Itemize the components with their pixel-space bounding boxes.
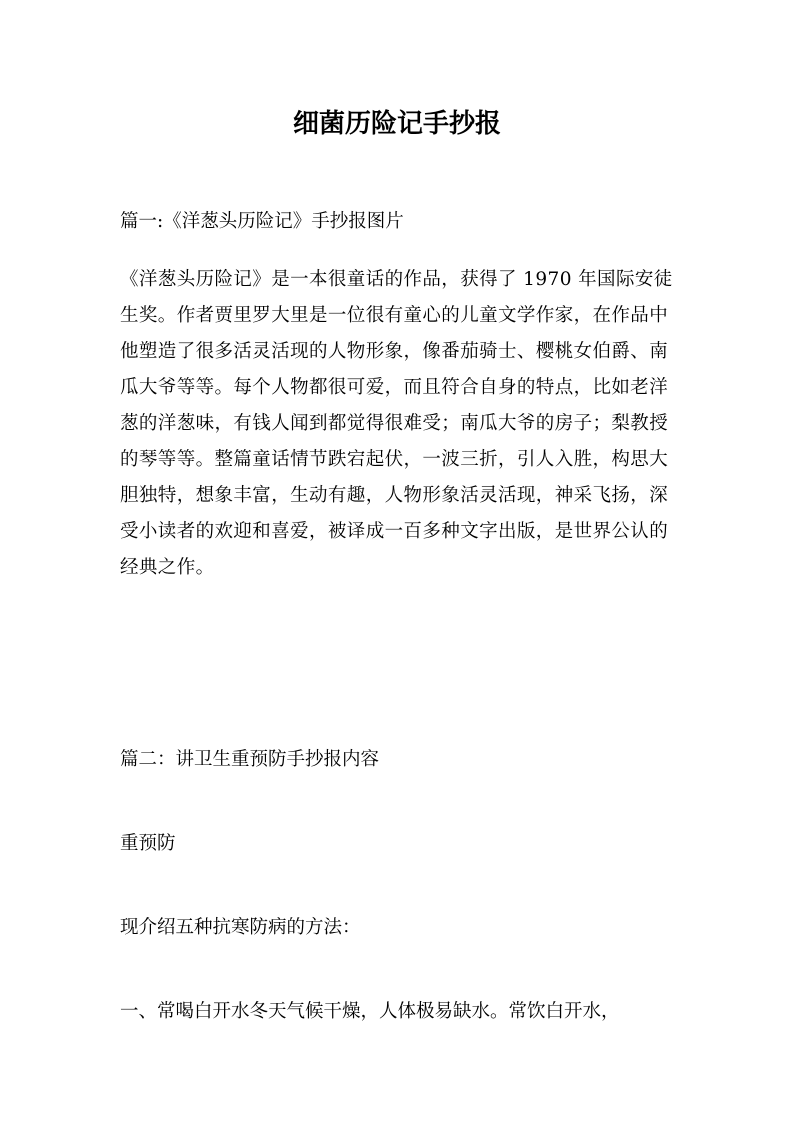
document-title: 细菌历险记手抄报 (292, 109, 501, 139)
method-item-1: 一、常喝白开水冬天气候干燥，人体极易缺水。常饮白开水， (120, 1001, 620, 1022)
section-2-heading: 篇二：讲卫生重预防手抄报内容 (120, 749, 380, 770)
methods-intro: 现介绍五种抗寒防病的方法： (120, 917, 361, 938)
section-1-body: 《洋葱头历险记》是一本很童话的作品，获得了 1970 年国际安徒生奖。作者贾里罗大里是一位很有童心的儿童文学作家，在作品中他塑造了很多活灵活现的人物形象，像番茄骑士、樱桃女伯爵、南瓜大爷等等。每个人物都很可爱，而且符合自身的特点，比如老洋葱的洋葱味，有钱人闻到都觉得很难受；南瓜大爷的房子；梨教授的琴等等。整篇童话情节跌宕起伏，一波三折，引人入胜，构思大胆独特，想象丰富，生动有趣，人物形象活灵活现，神采飞扬，深受小读者的欢迎和喜爱，被译成一百多种文字出版，是世界公认的经典之作。 (120, 269, 673, 578)
subheading-prevention: 重预防 (120, 833, 176, 854)
section-1-heading: 篇一:《洋葱头历险记》手抄报图片 (120, 211, 404, 232)
